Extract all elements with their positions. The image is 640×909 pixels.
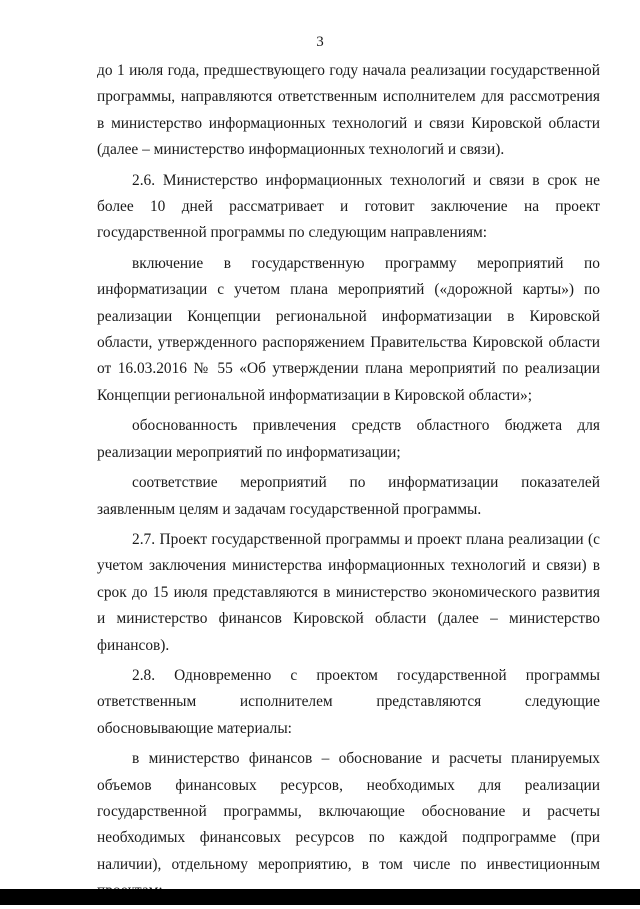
paragraph-2-8: 2.8. Одновременно с проектом государственной программы ответственным исполнителем представляются следующие обосновывающие материалы: xyxy=(97,666,600,737)
page-number: 3 xyxy=(316,34,324,50)
scan-edge-bar xyxy=(0,889,640,905)
paragraph-2-8-item-finance: в министерство финансов – обоснование и расчеты планируемых объемов финансовых ресурсов, необходимых для реализации государственной программы, включающие обоснование и расчеты необходимых финансовых ресурсов по каждой подпрограмме (при наличии), отдельному мероприятию, в том числе по инвестиционным xyxy=(97,750,600,873)
paragraph-continuation: до 1 июля года, предшествующего году начала реализации государственной программы, направляются ответственным исполнителем для рассмотрения в министерство информационных технологий и связи Кировской области (далее – министерство информационных технологий и связи). xyxy=(97,62,600,159)
paragraph-2-7: 2.7. Проект государственной программы и проект плана реализации (с учетом заключения министерства информационных технологий и связи) в срок до 15 июля представляются в министерство экономического развития и министерство финансов Кировской области (далее – министерство финансов). xyxy=(97,530,600,654)
paragraph-2-6-item-compliance: соответствие мероприятий по информатизации показателей заявленным целям и задачам государственной программы. xyxy=(97,474,600,518)
paragraph-2-6: 2.6. Министерство информационных технологий и связи в срок не более 10 дней рассматривает и готовит заключение на проект государственной программы по следующим направлениям: xyxy=(97,171,600,242)
document-body xyxy=(97,58,600,909)
paragraph-2-6-item-justification: обоснованность привлечения средств областного бюджета для реализации мероприятий по информатизации; xyxy=(97,417,600,461)
paragraph-2-6-item-inclusion: включение в государственную программу мероприятий по информатизации с учетом плана мероприятий («дорожной карты») по реализации Концепции региональной информатизации в Кировской области, утвержденного распоряжением Правительства Кировской области от 16.03.2016 № 55 «Об утверждении плана мероприятий по реализации Концепции региональной информатизации в Кировской области»; xyxy=(97,254,600,404)
